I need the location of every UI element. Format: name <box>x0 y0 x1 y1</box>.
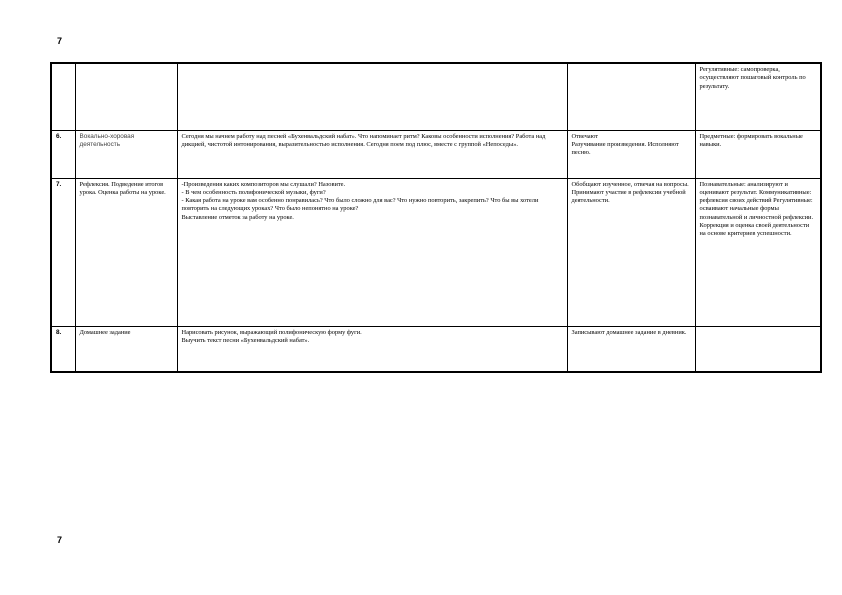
teacher-paragraph: - Какая работа на уроке вам особенно понравилась? Что было сложно для вас? Что нужно повторить, закрепить? Что бы вы хотели повторить на следующих уроках? Что было непонятно на уроке? <box>181 197 539 213</box>
students-paragraph: Разучивание произведения. Исполняют песню. <box>571 140 679 157</box>
teacher-cell <box>177 326 567 372</box>
students-paragraph: Отвечают <box>571 132 599 140</box>
stage-cell: Вокально-хоровая деятельность <box>75 130 177 178</box>
row-number: 6. <box>51 130 75 178</box>
students-paragraph: Записывают домашнее задание в дневник. <box>571 328 687 336</box>
row-number <box>51 63 75 130</box>
uud-cell <box>695 130 821 178</box>
teacher-paragraph: Выставление отметок за работу на уроке. <box>181 213 294 221</box>
lesson-plan-table <box>50 62 822 373</box>
row-number: 7. <box>51 178 75 326</box>
teacher-paragraph: - В чем особенность полифонической музыки, фуги? <box>181 188 326 196</box>
stage-cell: Рефлексия. Подведение итогов урока. Оценка работы на уроке. <box>75 178 177 326</box>
uud-paragraph: Регулятивные: самопроверка, осуществляют пошаговый контроль по результату. <box>699 66 806 90</box>
uud-paragraph: Предметные: формировать вокальные навыки. <box>699 132 803 148</box>
teacher-cell <box>177 178 567 326</box>
students-cell <box>567 63 695 130</box>
page-number-bottom: 7 <box>57 535 63 545</box>
uud-paragraph: Познавательные: анализируют и оценивают результат. Коммуникативные: рефлексия своих действий Регулятивные: осваивают начальные формы познавательной и личностной рефлексии. Коррекция и оценка своей деятельности на основе критериев успешности. <box>699 180 814 238</box>
table-row <box>51 130 821 178</box>
teacher-paragraph: Сегодня мы начнем работу над песней «Бухенвальдский набат». Что напоминает ритм? Каковы особенности исполнения? Работа над дикцией, чистотой интонирования, выразительностью исполнения. Сегодня поем под плюс, вместе с группой «Непоседы». <box>181 132 546 148</box>
teacher-paragraph: Нарисовать рисунок, выражающий полифоническую форму фуги. <box>181 328 362 336</box>
uud-cell <box>695 63 821 130</box>
page-number-top: 7 <box>57 36 63 46</box>
uud-cell <box>695 326 821 372</box>
row-number: 8. <box>51 326 75 372</box>
table-row <box>51 326 821 372</box>
teacher-cell <box>177 130 567 178</box>
students-cell <box>567 326 695 372</box>
stage-cell <box>75 63 177 130</box>
table-row <box>51 63 821 130</box>
students-paragraph: Обобщают изученное, отвечая на вопросы. Принимают участие в рефлексии учебной деятельности. <box>571 180 689 205</box>
students-cell <box>567 130 695 178</box>
teacher-cell <box>177 63 567 130</box>
table-row <box>51 178 821 326</box>
teacher-paragraph: -Произведения каких композиторов мы слушали? Назовите. <box>181 180 346 188</box>
teacher-paragraph: Выучить текст песни «Бухенвальдский набат». <box>181 336 310 344</box>
uud-cell <box>695 178 821 326</box>
students-cell <box>567 178 695 326</box>
stage-cell: Домашнее задание <box>75 326 177 372</box>
